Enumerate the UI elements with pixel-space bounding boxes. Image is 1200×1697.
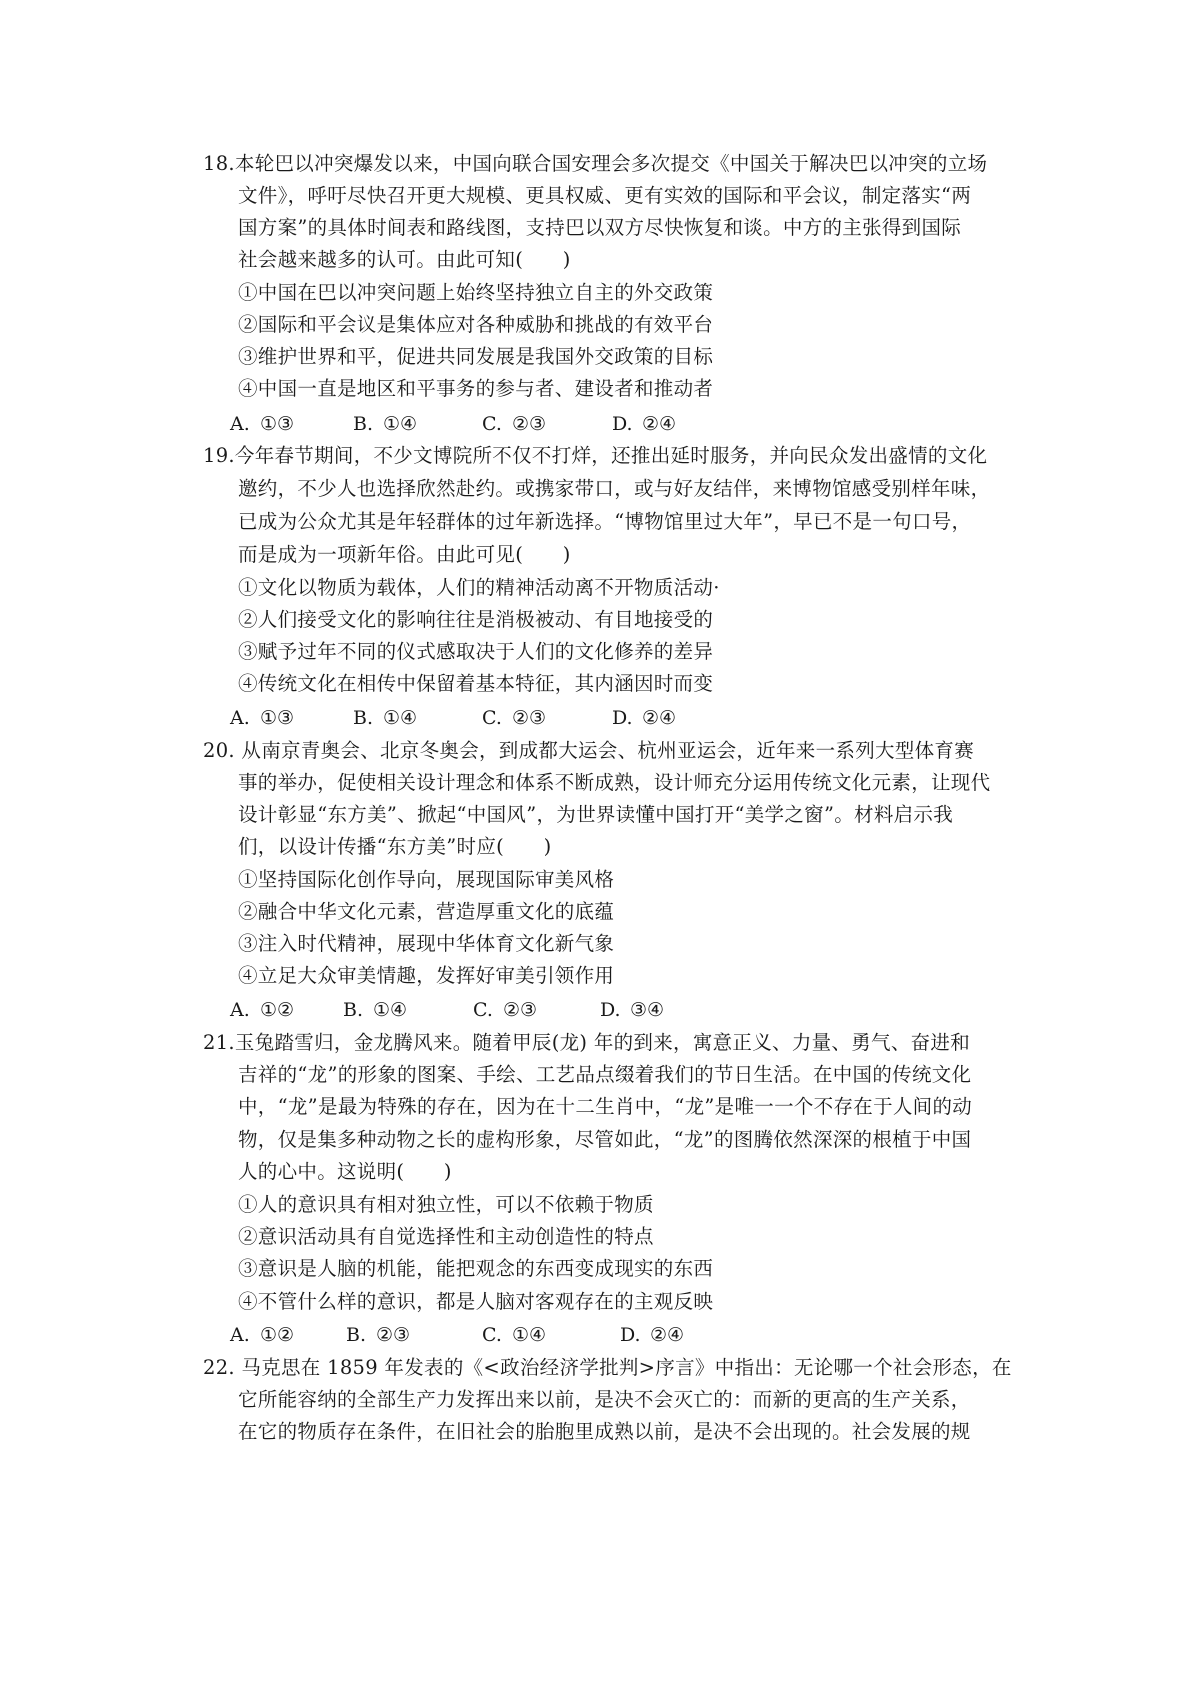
question-22-stem-line-1: 22. 马克思在 1859 年发表的《<政治经济学批判>序言》中指出：无论哪一个社会形态，在 [203, 1356, 1012, 1379]
question-21-stem-line-2: 吉祥的“龙”的形象的图案、手绘、工艺品点缀着我们的节日生活。在中国的传统文化 [238, 1063, 972, 1086]
question-18-stem-line-3: 国方案”的具体时间表和路线图，支持巴以双方尽快恢复和谈。中方的主张得到国际 [238, 216, 962, 239]
question-21-option-1: ①人的意识具有相对独立性，可以不依赖于物质 [238, 1193, 654, 1216]
choice-d: D. ②④ [612, 413, 677, 435]
question-19-option-2: ②人们接受文化的影响往往是消极被动、有目地接受的 [238, 608, 714, 631]
question-18-stem-line-2: 文件》，呼吁尽快召开更大规模、更具权威、更有实效的国际和平会议，制定落实“两 [238, 184, 972, 207]
choice-a: A. ①② [230, 999, 295, 1021]
question-18-stem-line-1: 18.本轮巴以冲突爆发以来，中国向联合国安理会多次提交《中国关于解决巴以冲突的立场 [203, 152, 988, 175]
question-20-option-2: ②融合中华文化元素，营造厚重文化的底蕴 [238, 900, 615, 923]
choice-d: D. ②④ [612, 707, 677, 729]
question-18-option-3: ③维护世界和平，促进共同发展是我国外交政策的目标 [238, 345, 714, 368]
question-21-stem-line-1: 21.玉兔踏雪归，金龙腾风来。随着甲辰(龙) 年的到来，寓意正义、力量、勇气、奋进和 [203, 1031, 971, 1054]
choice-b: B. ②③ [346, 1324, 411, 1346]
question-18-option-1: ①中国在巴以冲突问题上始终坚持独立自主的外交政策 [238, 281, 714, 304]
question-21-option-3: ③意识是人脑的机能，能把观念的东西变成现实的东西 [238, 1257, 714, 1280]
question-19-stem-line-4: 而是成为一项新年俗。由此可见( ) [238, 543, 571, 566]
question-20-option-1: ①坚持国际化创作导向，展现国际审美风格 [238, 868, 615, 891]
question-19-stem-line-2: 邀约，不少人也选择欣然赴约。或携家带口，或与好友结伴，来博物馆感受别样年味， [238, 477, 991, 500]
choice-c: C. ①④ [482, 1324, 547, 1346]
choice-a: A. ①③ [230, 413, 295, 435]
question-21-option-2: ②意识活动具有自觉选择性和主动创造性的特点 [238, 1225, 654, 1248]
question-19-option-3: ③赋予过年不同的仪式感取决于人们的文化修养的差异 [238, 640, 714, 663]
question-22-stem-line-2: 它所能容纳的全部生产力发挥出来以前，是决不会灭亡的：而新的更高的生产关系， [238, 1388, 971, 1411]
question-20-stem-line-1: 20. 从南京青奥会、北京冬奥会，到成都大运会、杭州亚运会，近年来一系列大型体育赛 [203, 739, 975, 762]
question-18-option-2: ②国际和平会议是集体应对各种威胁和挑战的有效平台 [238, 313, 714, 336]
question-19-option-4: ④传统文化在相传中保留着基本特征，其内涵因时而变 [238, 672, 714, 695]
choice-b: B. ①④ [353, 413, 418, 435]
choice-b: B. ①④ [343, 999, 408, 1021]
question-21-stem-line-3: 中，“龙”是最为特殊的存在，因为在十二生肖中，“龙”是唯一一个不存在于人间的动 [238, 1095, 973, 1118]
question-22-stem-line-3: 在它的物质存在条件，在旧社会的胎胞里成熟以前，是决不会出现的。社会发展的规 [238, 1420, 971, 1443]
question-20-stem-line-4: 们，以设计传播“东方美”时应( ) [238, 835, 552, 858]
choice-d: D. ③④ [600, 999, 665, 1021]
question-20-stem-line-2: 事的举办，促使相关设计理念和体系不断成熟，设计师充分运用传统文化元素，让现代 [238, 771, 991, 794]
question-19-option-1: ①文化以物质为载体，人们的精神活动离不开物质活动· [238, 576, 720, 599]
choice-b: B. ①④ [353, 707, 418, 729]
question-21-stem-line-5: 人的心中。这说明( ) [238, 1160, 452, 1183]
question-18-option-4: ④中国一直是地区和平事务的参与者、建设者和推动者 [238, 377, 714, 400]
question-21-stem-line-4: 物，仅是集多种动物之长的虚构形象，尽管如此，“龙”的图腾依然深深的根植于中国 [238, 1128, 972, 1151]
question-20-option-3: ③注入时代精神，展现中华体育文化新气象 [238, 932, 615, 955]
question-19-stem-line-1: 19.今年春节期间，不少文博院所不仅不打烊，还推出延时服务，并向民众发出盛情的文化 [203, 444, 988, 467]
choice-c: C. ②③ [482, 707, 547, 729]
question-20-stem-line-3: 设计彰显“东方美”、掀起“中国风”，为世界读懂中国打开“美学之窗”。材料启示我 [238, 803, 954, 826]
question-21-option-4: ④不管什么样的意识，都是人脑对客观存在的主观反映 [238, 1290, 714, 1313]
question-19-stem-line-3: 已成为公众尤其是年轻群体的过年新选择。“博物馆里过大年”，早已不是一句口号， [238, 510, 972, 533]
question-20-option-4: ④立足大众审美情趣，发挥好审美引领作用 [238, 964, 615, 987]
choice-c: C. ②③ [482, 413, 547, 435]
choice-d: D. ②④ [620, 1324, 685, 1346]
question-18-stem-line-4: 社会越来越多的认可。由此可知( ) [238, 248, 571, 271]
choice-c: C. ②③ [473, 999, 538, 1021]
choice-a: A. ①③ [230, 707, 295, 729]
choice-a: A. ①② [230, 1324, 295, 1346]
